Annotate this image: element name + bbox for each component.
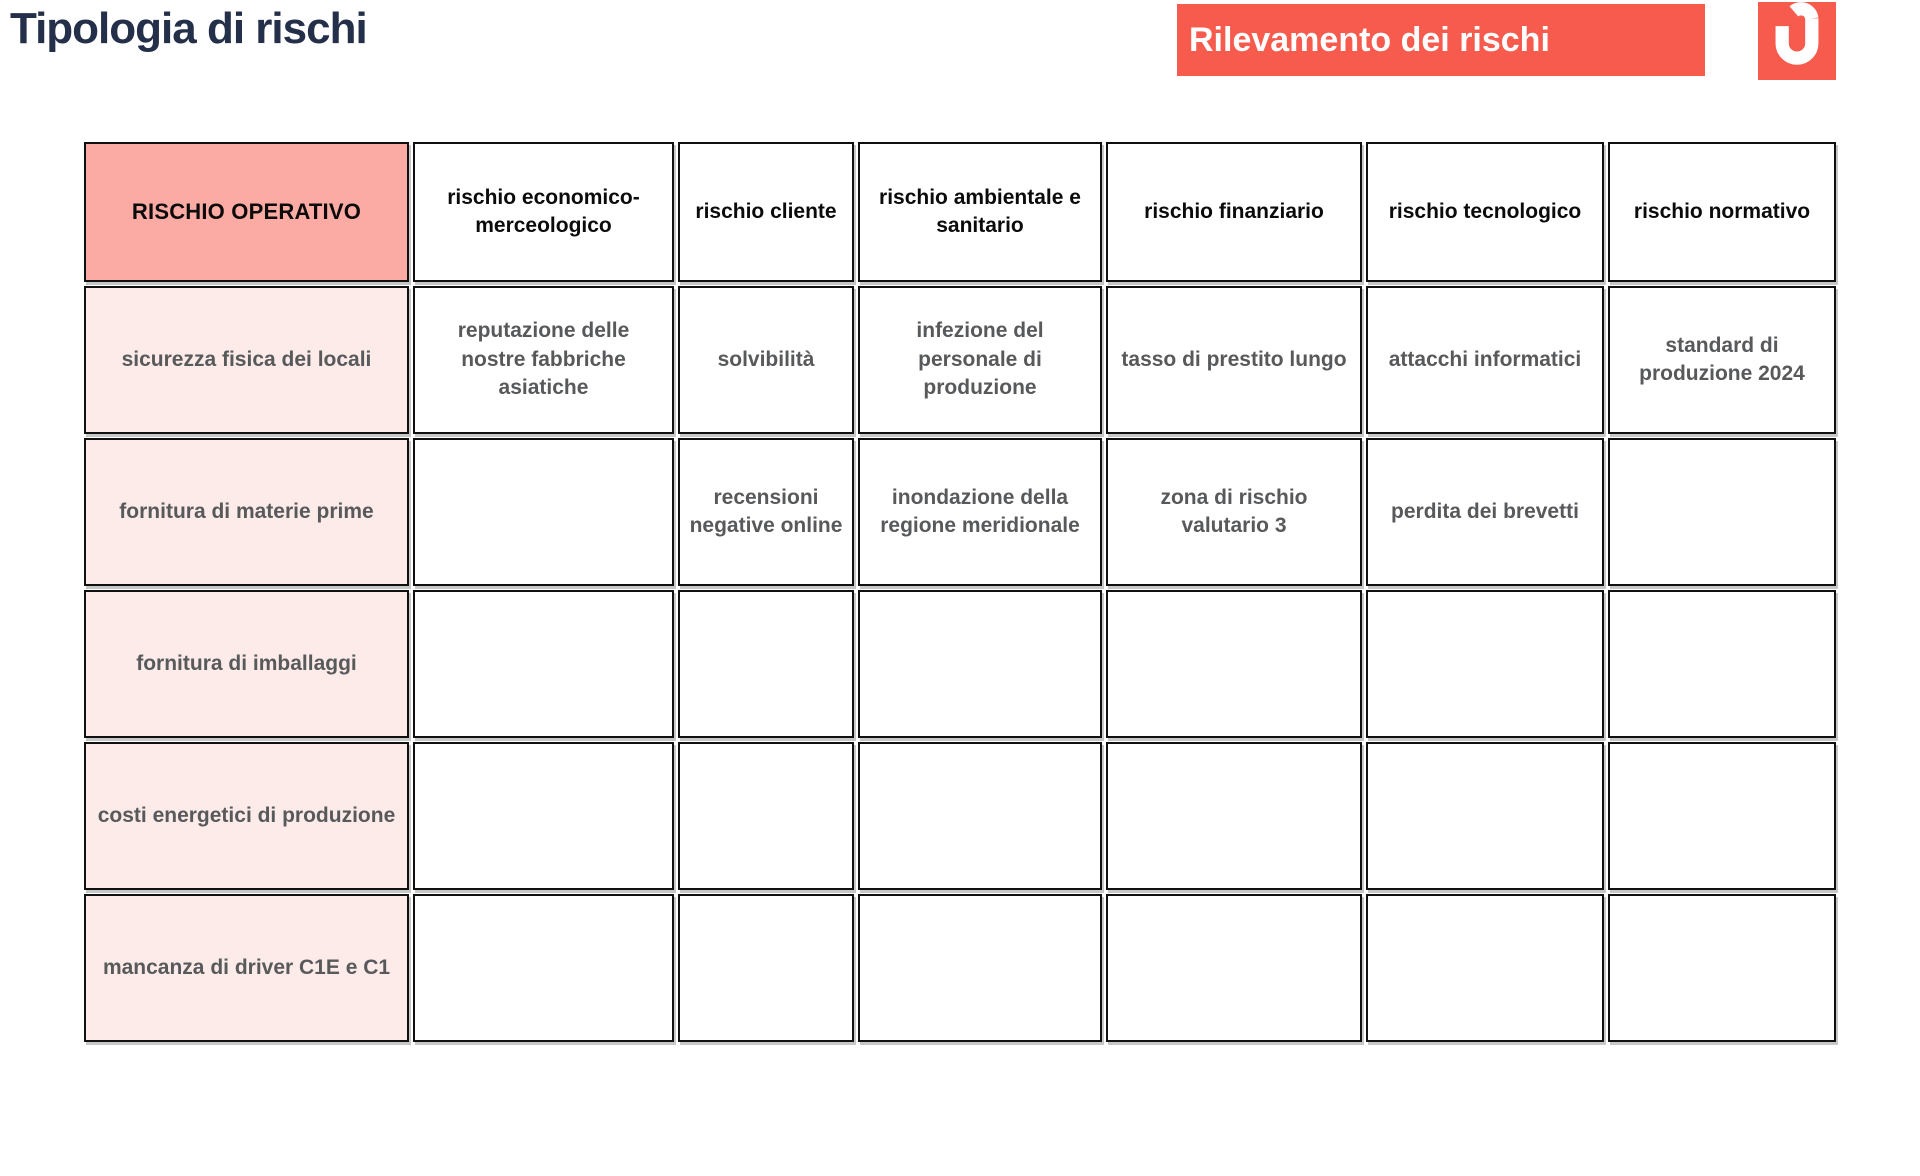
risk-cell-2-3 [1106, 590, 1362, 738]
risk-cell-1-2: inondazione della regione meridionale [858, 438, 1102, 586]
table-row [84, 286, 1836, 434]
column-header-1: rischio economico-merceologico [413, 142, 674, 282]
risk-cell-4-4 [1366, 894, 1604, 1042]
row-label-1: fornitura di materie prime [84, 438, 409, 586]
column-header-2: rischio cliente [678, 142, 854, 282]
risk-cell-3-5 [1608, 742, 1836, 890]
risk-cell-0-2: infezione del personale di produzione [858, 286, 1102, 434]
risk-cell-2-5 [1608, 590, 1836, 738]
row-label-2: fornitura di imballaggi [84, 590, 409, 738]
risk-cell-0-3: tasso di prestito lungo [1106, 286, 1362, 434]
column-header-3: rischio ambientale e sanitario [858, 142, 1102, 282]
risk-cell-3-0 [413, 742, 674, 890]
risk-cell-4-3 [1106, 894, 1362, 1042]
brand-d-logo [1757, 2, 1837, 80]
header-row [84, 142, 1836, 282]
risk-cell-2-1 [678, 590, 854, 738]
column-header-0: RISCHIO OPERATIVO [84, 142, 409, 282]
risk-cell-3-1 [678, 742, 854, 890]
brand-d-logo-icon [1757, 2, 1837, 80]
column-header-4: rischio finanziario [1106, 142, 1362, 282]
column-header-6: rischio normativo [1608, 142, 1836, 282]
table-row [84, 894, 1836, 1042]
risk-cell-1-4: perdita dei brevetti [1366, 438, 1604, 586]
risk-cell-1-5 [1608, 438, 1836, 586]
risk-cell-3-4 [1366, 742, 1604, 890]
risk-cell-4-5 [1608, 894, 1836, 1042]
row-label-0: sicurezza fisica dei locali [84, 286, 409, 434]
risk-cell-2-4 [1366, 590, 1604, 738]
risk-cell-4-2 [858, 894, 1102, 1042]
row-label-3: costi energetici di produzione [84, 742, 409, 890]
risk-cell-2-0 [413, 590, 674, 738]
risk-cell-0-5: standard di produzione 2024 [1608, 286, 1836, 434]
risk-cell-1-0 [413, 438, 674, 586]
risk-matrix-table [80, 138, 1840, 1046]
banner-rilevamento: Rilevamento dei rischi [1177, 4, 1705, 76]
table-row [84, 742, 1836, 890]
row-label-4: mancanza di driver C1E e C1 [84, 894, 409, 1042]
page-title: Tipologia di rischi [10, 4, 367, 53]
column-header-5: rischio tecnologico [1366, 142, 1604, 282]
risk-cell-3-2 [858, 742, 1102, 890]
risk-cell-4-1 [678, 894, 854, 1042]
risk-cell-2-2 [858, 590, 1102, 738]
table-row [84, 438, 1836, 586]
risk-cell-1-1: recensioni negative online [678, 438, 854, 586]
risk-cell-1-3: zona di rischio valutario 3 [1106, 438, 1362, 586]
table-row [84, 590, 1836, 738]
risk-cell-3-3 [1106, 742, 1362, 890]
risk-cell-0-4: attacchi informatici [1366, 286, 1604, 434]
risk-cell-0-1: solvibilità [678, 286, 854, 434]
risk-cell-4-0 [413, 894, 674, 1042]
risk-cell-0-0: reputazione delle nostre fabbriche asiatiche [413, 286, 674, 434]
